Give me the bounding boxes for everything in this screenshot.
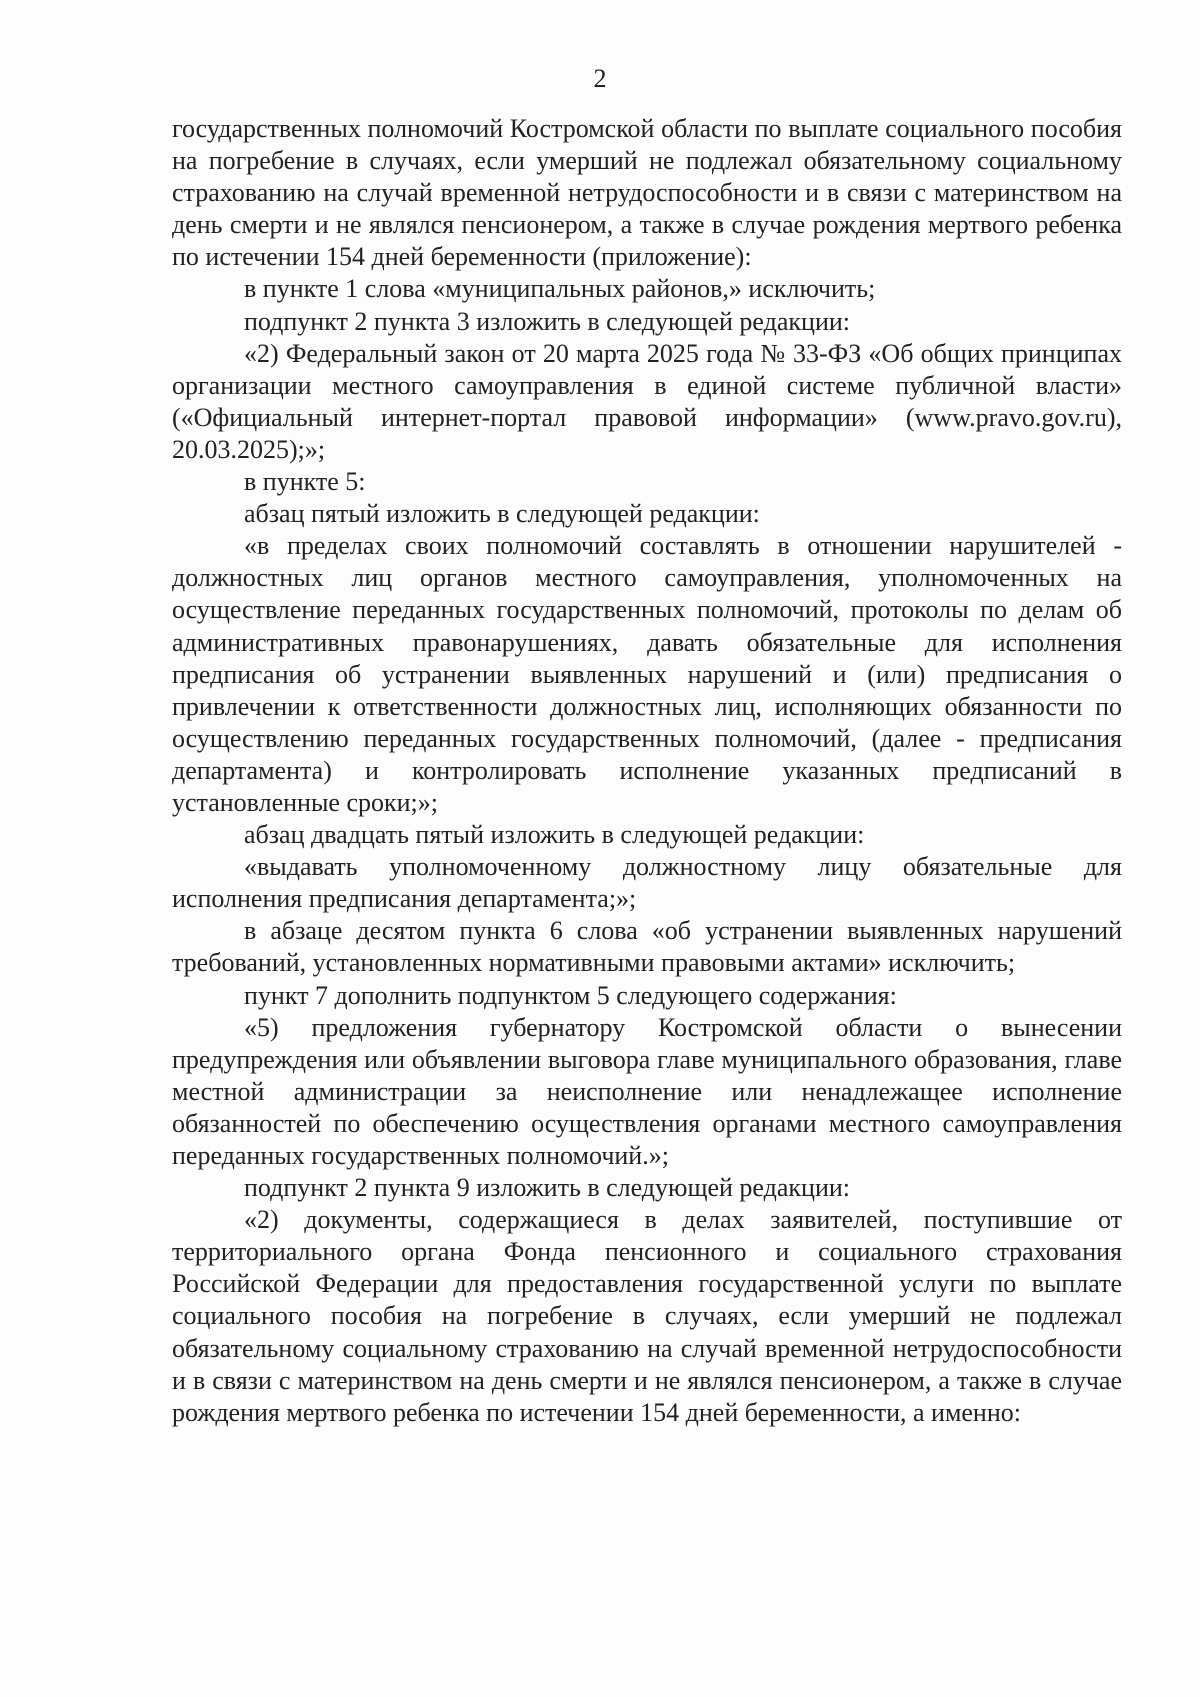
paragraph: государственных полномочий Костромской области по выплате социального пособия на погребение в случаях, если умерший не подлежал обязательному социальному страхованию на случай временной нетрудоспособности и в связи с материнством на день смерти и не являлся пенсионером, а также в случае рождения мертвого ребенка по истечении 154 дней беременности (приложение):: [172, 114, 1122, 272]
paragraph: «в пределах своих полномочий составлять в отношении нарушителей - должностных лиц органов местного самоуправления, уполномоченных на осуществление переданных государственных полномочий, протоколы по делам об административных правонарушениях, давать обязательные для исполнения предписания об устранении выявленных нарушений и (или) предписания о привлечении к ответственности должностных лиц, исполняющих обязанности по осуществлению переданных государственных полномочий, (далее - предписания департамента) и контролировать исполнение указанных предписаний в установленные сроки;»;: [172, 531, 1122, 817]
paragraph: абзац пятый изложить в следующей редакции:: [244, 499, 760, 529]
paragraph: «5) предложения губернатору Костромской области о вынесении предупреждения или объявлении выговора главе муниципального образования, главе местной администрации за неисполнение или ненадлежащее исполнение обязанностей по обеспечению осуществления органами местного самоуправления переданных государственных полномочий.»;: [172, 1012, 1122, 1170]
paragraph: «2) документы, содержащиеся в делах заявителей, поступившие от территориального органа Фонда пенсионного и социального страхования Российской Федерации для предоставления государственной услуги по выплате социального пособия на погребение в случаях, если умерший не подлежал обязательному социальному страхованию на случай временной нетрудоспособности и в связи с материнством на день смерти и не являлся пенсионером, а также в случае рождения мертвого ребенка по истечении 154 дней беременности, а именно:: [172, 1205, 1122, 1427]
paragraph: пункт 7 дополнить подпунктом 5 следующего содержания:: [244, 980, 897, 1010]
paragraph: в пункте 5:: [244, 467, 366, 497]
paragraph: абзац двадцать пятый изложить в следующей редакции:: [244, 820, 865, 850]
paragraph: «выдавать уполномоченному должностному лицу обязательные для исполнения предписания департамента;»;: [172, 852, 1122, 914]
document-body: [172, 113, 1122, 1429]
paragraph: в пункте 1 слова «муниципальных районов,» исключить;: [244, 274, 876, 304]
paragraph: подпункт 2 пункта 9 изложить в следующей редакции:: [244, 1173, 850, 1203]
page-number: 2: [593, 64, 607, 93]
paragraph: в абзаце десятом пункта 6 слова «об устранении выявленных нарушений требований, установленных нормативными правовыми актами» исключить;: [172, 916, 1122, 978]
paragraph: «2) Федеральный закон от 20 марта 2025 года № 33-ФЗ «Об общих принципах организации местного самоуправления в единой системе публичной власти» («Официальный интернет-портал правовой информации» (www.pravo.gov.ru), 20.03.2025);»;: [172, 338, 1122, 464]
paragraph: подпункт 2 пункта 3 изложить в следующей редакции:: [244, 306, 850, 336]
